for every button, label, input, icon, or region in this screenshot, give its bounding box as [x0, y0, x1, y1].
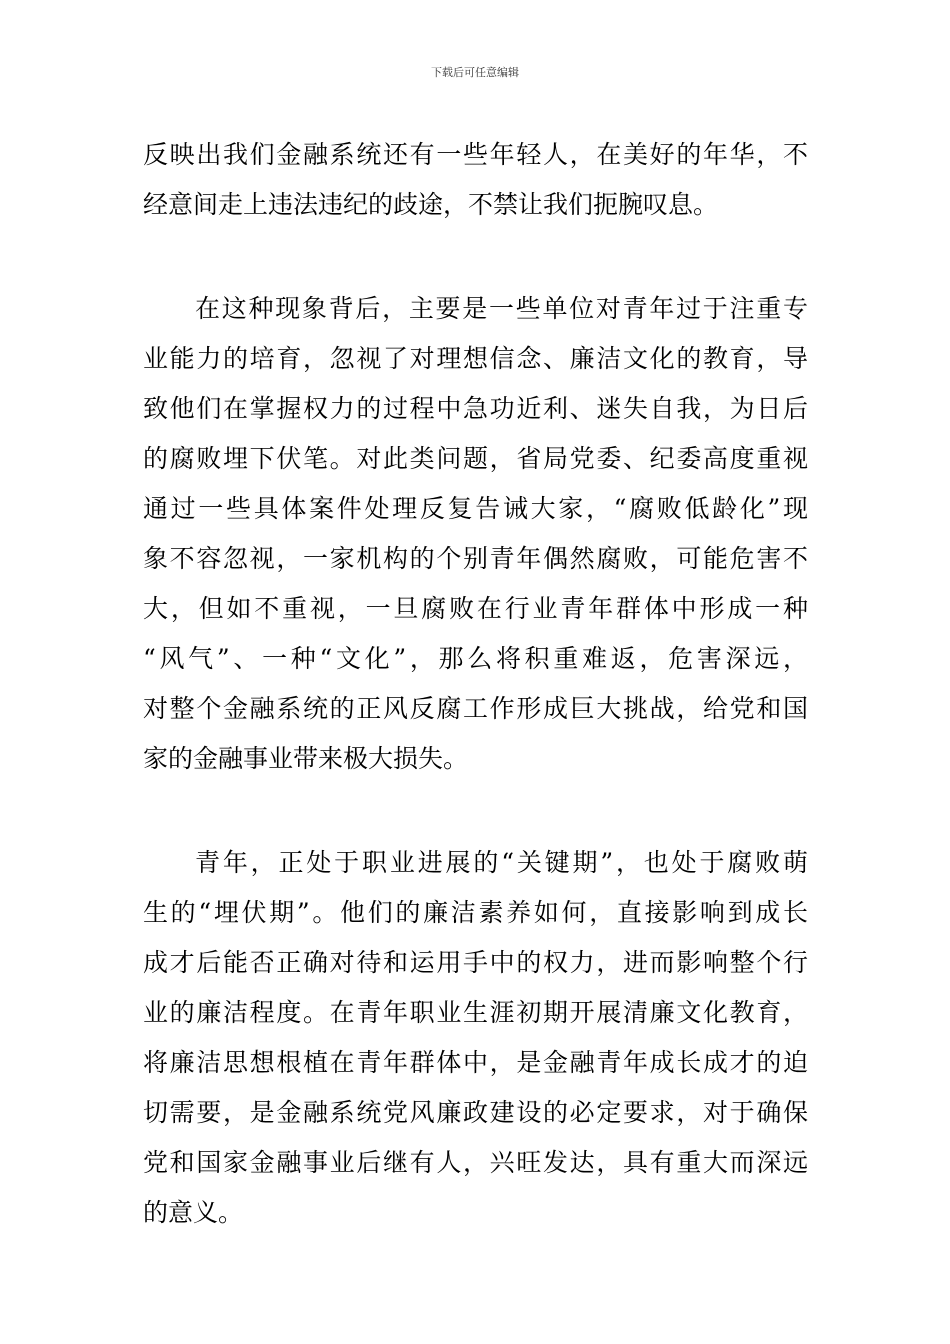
text-line: 大，但如不重视，一旦腐败在行业青年群体中形成一种	[143, 594, 808, 623]
text-line: 反映出我们金融系统还有一些年轻人，在美好的年华，不	[143, 140, 808, 169]
text-line: 切需要，是金融系统党风廉政建设的必定要求，对于确保	[143, 1098, 808, 1127]
text-line: 的腐败埋下伏笔。对此类问题，省局党委、纪委高度重视	[143, 444, 808, 473]
page-header-note: 下载后可任意编辑	[431, 66, 519, 79]
text-line: 成才后能否正确对待和运用手中的权力，进而影响整个行	[143, 948, 808, 977]
text-line: 家的金融事业带来极大损失。	[143, 744, 469, 773]
text-line: “风气”、一种“文化”，那么将积重难返，危害深远，	[143, 644, 808, 673]
document-body	[143, 130, 808, 1238]
text-line: 经意间走上违法违纪的歧途，不禁让我们扼腕叹息。	[143, 190, 719, 219]
text-line: 将廉洁思想根植在青年群体中，是金融青年成长成才的迫	[143, 1048, 808, 1077]
text-line: 在这种现象背后，主要是一些单位对青年过于注重专	[195, 294, 808, 323]
text-line: 的意义。	[143, 1198, 244, 1227]
text-line: 生的“埋伏期”。他们的廉洁素养如何，直接影响到成长	[143, 898, 808, 927]
text-line: 通过一些具体案件处理反复告诫大家，“腐败低龄化”现	[143, 494, 808, 523]
paragraph-3	[143, 838, 808, 1238]
text-line: 业的廉洁程度。在青年职业生涯初期开展清廉文化教育，	[143, 998, 808, 1027]
text-line: 对整个金融系统的正风反腐工作形成巨大挑战，给党和国	[143, 694, 808, 723]
text-line: 致他们在掌握权力的过程中急功近利、迷失自我，为日后	[143, 394, 808, 423]
paragraph-2	[143, 284, 808, 784]
text-line: 青年，正处于职业进展的“关键期”，也处于腐败萌	[195, 848, 808, 877]
text-line: 业能力的培育，忽视了对理想信念、廉洁文化的教育，导	[143, 344, 808, 373]
text-line: 党和国家金融事业后继有人，兴旺发达，具有重大而深远	[143, 1148, 808, 1177]
paragraph-gap	[143, 784, 808, 838]
paragraph-gap	[143, 230, 808, 284]
paragraph-1	[143, 130, 808, 230]
text-line: 象不容忽视，一家机构的个别青年偶然腐败，可能危害不	[143, 544, 808, 573]
